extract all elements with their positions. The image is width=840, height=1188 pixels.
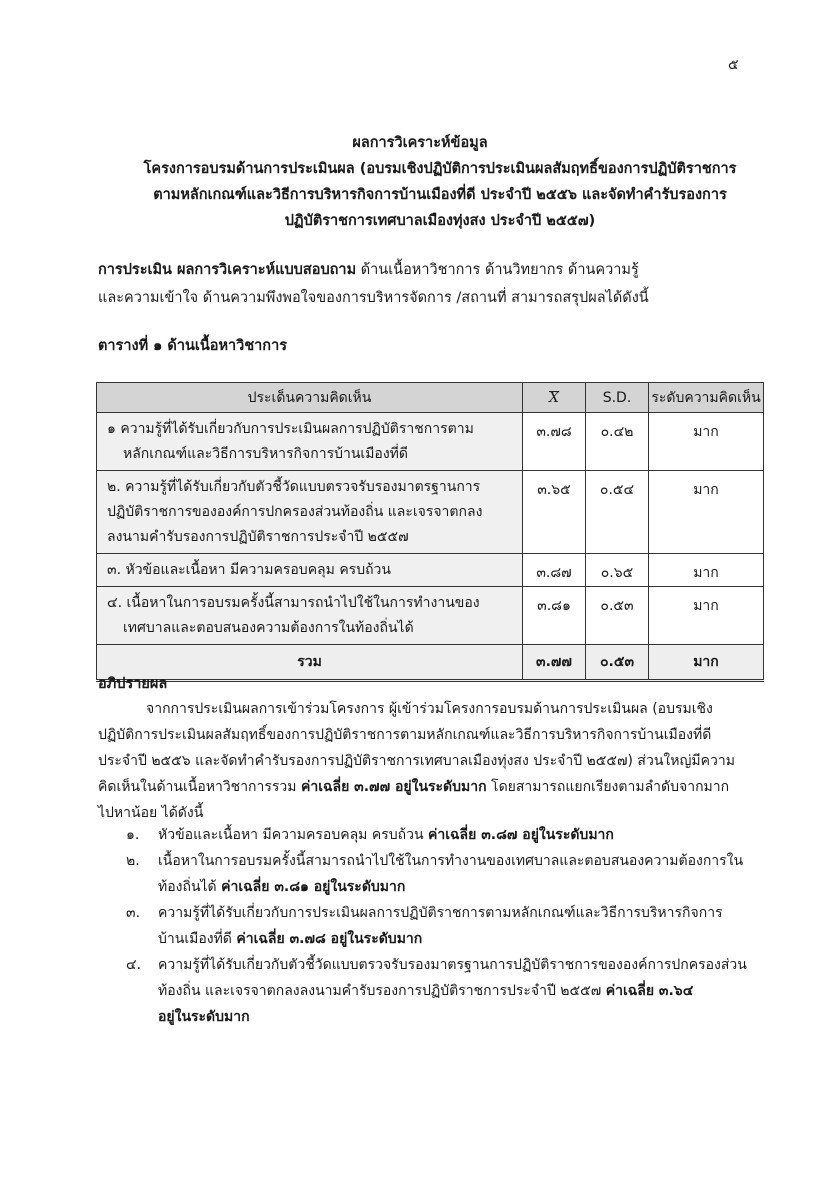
row-issue [97,554,523,587]
list-item [98,900,748,952]
table-row [97,413,764,471]
title-line-4: ปฏิบัติราชการเทศบาลเมืองทุ่งสง ประจำปี ๒๕๕๗) [284,213,596,229]
title-line-2: โครงการอบรมด้านการประเมินผล (อบรมเชิงปฏิบัติการประเมินผลสัมฤทธิ์ของการปฏิบัติราชการ [143,161,737,177]
total-label: รวม [97,645,523,681]
discussion-heading: อภิปรายผล [98,676,168,692]
list-item-emphasis: ค่าเฉลี่ย ๓.๘๗ อยู่ในระดับมาก [427,827,614,843]
row-issue [97,413,523,471]
title-line-3: ตามหลักเกณฑ์และวิธีการบริหารกิจการบ้านเมืองที่ดี ประจำปี ๒๕๕๖ และจัดทำคำรับรองการ [153,187,727,203]
row-issue-line: หลักเกณฑ์และวิธีการบริหารกิจการบ้านเมืองที่ดี [123,446,408,462]
assessment-text-1: ด้านเนื้อหาวิชาการ ด้านวิทยากร ด้านความรู้ [356,262,639,278]
list-item-text: ท้องถิ่น และเจรจาตกลงลงนามคำรับรองการปฏิบัติราชการประจำปี ๒๕๕๗ [158,983,606,999]
row-mean: ๓.๗๘ [523,413,586,471]
header-issue: ประเด็นความคิดเห็น [97,383,523,413]
mean-symbol: X [549,389,559,406]
discussion-text: โดยสามารถแยกเรียงตามลำดับจากมาก [486,779,730,795]
list-item-emphasis: ค่าเฉลี่ย ๓.๗๘ อยู่ในระดับมาก [236,931,423,947]
assessment-intro [98,256,748,312]
list-item-text: บ้านเมืองที่ดี [158,931,237,947]
list-item-emphasis: ค่าเฉลี่ย ๓.๖๔ [605,983,694,999]
header-level: ระดับความคิดเห็น [649,383,764,413]
row-level: มาก [649,587,764,645]
discussion-emphasis: ค่าเฉลี่ย ๓.๗๗ อยู่ในระดับมาก [300,779,487,795]
row-mean: ๓.๘๗ [523,554,586,587]
list-item-number: ๔. [126,957,142,973]
assessment-text-2: และความเข้าใจ ด้านความพึงพอใจของการบริหารจัดการ /สถานที่ สามารถสรุปผลได้ดังนี้ [98,290,649,306]
row-issue-line: ๑ ความรู้ที่ได้รับเกี่ยวกับการประเมินผลการปฏิบัติราชการตาม [107,421,474,437]
row-issue-line: ปฏิบัติราชการขององค์การปกครองส่วนท้องถิ่น และเจรจาตกลง [107,504,483,520]
list-item-text: ความรู้ที่ได้รับเกี่ยวกับการประเมินผลการปฏิบัติราชการตามหลักเกณฑ์และวิธีการบริหารกิจการ [158,905,723,921]
header-mean [523,383,586,413]
discussion-paragraph [98,696,748,826]
row-sd: ๐.๖๕ [586,554,649,587]
list-item-number: ๒. [126,853,140,869]
discussion-text: คิดเห็นในด้านเนื้อหาวิชาการรวม [98,779,301,795]
table-total-row [97,645,764,681]
title-line-1: ผลการวิเคราะห์ข้อมูล [352,135,488,151]
list-item [98,822,748,848]
report-title [0,130,840,234]
discussion-line: ประจำปี ๒๕๕๖ และจัดทำคำรับรองการปฏิบัติราชการเทศบาลเมืองทุ่งสง ประจำปี ๒๕๕๗) ส่วนใหญ่มีความ [98,753,735,769]
list-item-text: หัวข้อและเนื้อหา มีความครอบคลุม ครบถ้วน [158,827,428,843]
table-row [97,471,764,554]
row-sd: ๐.๔๒ [586,413,649,471]
row-issue [97,471,523,554]
assessment-lead: การประเมิน ผลการวิเคราะห์แบบสอบถาม [98,262,357,278]
list-item [98,848,748,900]
discussion-line: ปฏิบัติการประเมินผลสัมฤทธิ์ของการปฏิบัติราชการตามหลักเกณฑ์และวิธีการบริหารกิจการบ้านเมืองที่ดี [98,727,712,743]
row-level: มาก [649,471,764,554]
list-item-emphasis: อยู่ในระดับมาก [158,1009,250,1025]
row-sd: ๐.๕๔ [586,471,649,554]
table-caption: ตารางที่ ๑ ด้านเนื้อหาวิชาการ [98,338,288,354]
row-level: มาก [649,554,764,587]
row-issue-line: ๒. ความรู้ที่ได้รับเกี่ยวกับตัวชี้วัดแบบตรวจรับรองมาตรฐานการ [107,479,481,495]
list-item-text: เนื้อหาในการอบรมครั้งนี้สามารถนำไปใช้ในการทำงานของเทศบาลและตอบสนองความต้องการใน [158,853,744,869]
list-item [98,952,748,1030]
discussion-line [98,774,748,800]
total-sd: ๐.๕๓ [586,645,649,681]
row-issue-line: เทศบาลและตอบสนองความต้องการในท้องถิ่นได้ [123,620,414,636]
row-sd: ๐.๕๓ [586,587,649,645]
header-sd: S.D. [586,383,649,413]
total-mean: ๓.๗๗ [523,645,586,681]
total-level: มาก [649,645,764,681]
discussion-line: ไปหาน้อย ได้ดังนี้ [98,805,204,821]
row-mean: ๓.๘๑ [523,587,586,645]
row-issue-line: ๔. เนื้อหาในการอบรมครั้งนี้สามารถนำไปใช้ในการทำงานของ [107,595,480,611]
row-mean: ๓.๖๕ [523,471,586,554]
page-number: ๕ [728,57,739,73]
ranking-list [98,822,748,1030]
row-issue-line: ๓. หัวข้อและเนื้อหา มีความครอบคลุม ครบถ้วน [107,562,391,578]
list-item-number: ๓. [126,905,141,921]
table-row [97,587,764,645]
table-row [97,554,764,587]
results-table [96,382,764,682]
list-item-number: ๑. [126,827,140,843]
row-issue-line: ลงนามคำรับรองการปฏิบัติราชการประจำปี ๒๕๕๗ [107,529,409,545]
row-level: มาก [649,413,764,471]
row-issue [97,587,523,645]
list-item-emphasis: ค่าเฉลี่ย ๓.๘๑ อยู่ในระดับมาก [221,879,406,895]
list-item-text: ท้องถิ่นได้ [158,879,222,895]
discussion-line: จากการประเมินผลการเข้าร่วมโครงการ ผู้เข้าร่วมโครงการอบรมด้านการประเมินผล (อบรมเชิง [146,701,713,717]
table-header-row [97,383,764,413]
list-item-text: ความรู้ที่ได้รับเกี่ยวกับตัวชี้วัดแบบตรวจรับรองมาตรฐานการปฏิบัติราชการขององค์การปกครองส่วน [158,957,747,973]
